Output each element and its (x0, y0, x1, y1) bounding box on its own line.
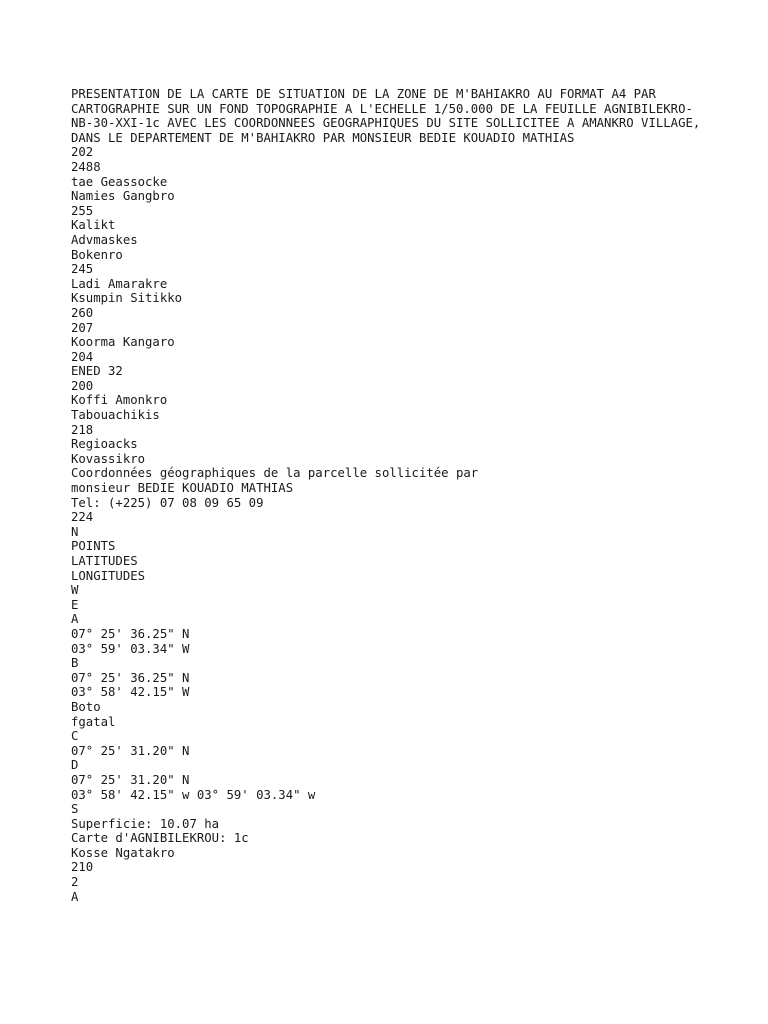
text-line: fgatal (71, 714, 116, 729)
text-line: Kosse Ngatakro (71, 845, 175, 860)
text-line: E (71, 597, 79, 612)
text-line: 2 (71, 875, 79, 890)
text-line: 204 (71, 349, 94, 364)
text-line: Tabouachikis (71, 408, 160, 423)
text-line: 202 (71, 145, 94, 160)
text-line: C (71, 729, 79, 744)
text-line: Bokenro (71, 247, 123, 262)
text-line: Kalikt (71, 218, 116, 233)
text-line: N (71, 524, 79, 539)
text-line: Regioacks (71, 437, 138, 452)
text-line: Kovassikro (71, 451, 146, 466)
text-line: Superficie: 10.07 ha (71, 816, 220, 831)
text-line: tae Geassocke (71, 174, 168, 189)
text-line: POINTS (71, 539, 116, 554)
text-line: 03° 59' 03.34" W (71, 641, 190, 656)
text-line: A (71, 612, 79, 627)
text-line: Tel: (+225) 07 08 09 65 09 (71, 495, 264, 510)
text-line: 2488 (71, 159, 101, 174)
text-line: Ksumpin Sitikko (71, 291, 183, 306)
text-line: 207 (71, 320, 94, 335)
text-line: Koffi Amonkro (71, 393, 168, 408)
text-line: Namies Gangbro (71, 189, 175, 204)
document-lines (71, 145, 701, 904)
text-line: 200 (71, 378, 94, 393)
text-line: B (71, 656, 79, 671)
text-line: Koorma Kangaro (71, 335, 175, 350)
text-line: ENED 32 (71, 364, 123, 379)
text-line: 03° 58' 42.15" W (71, 685, 190, 700)
text-line: Carte d'AGNIBILEKROU: 1c (71, 831, 249, 846)
text-line: A (71, 889, 79, 904)
text-line: 07° 25' 31.20" N (71, 772, 190, 787)
text-line: LATITUDES (71, 554, 138, 568)
text-line: 210 (71, 860, 94, 875)
text-line: 03° 58' 42.15" w 03° 59' 03.34" w (71, 787, 316, 802)
text-line: Ladi Amarakre (71, 276, 168, 291)
text-line: S (71, 802, 79, 817)
text-line: 07° 25' 31.20" N (71, 743, 190, 758)
document-title: PRESENTATION DE LA CARTE DE SITUATION DE LA ZONE DE M'BAHIAKRO AU FORMAT A4 PAR CARTOGRAPHIE SUR UN FOND TOPOGRAPHIE A L'ECHELLE 1/50.000 DE LA FEUILLE AGNIBILEKRO-NB-30-XXI-1c AVEC LES COORDONNEES GEOGRAPHIQUES DU SITE SOLLICITEE A AMANKRO VILLAGE, DANS LE DEPARTEMENT DE M'BAHIAKRO PAR MONSIEUR BEDIE KOUADIO MATHIAS (71, 87, 701, 145)
text-line: 07° 25' 36.25" N (71, 626, 190, 641)
text-line: W (71, 583, 79, 598)
text-line: Advmaskes (71, 232, 138, 247)
text-line: D (71, 758, 79, 773)
text-line: 218 (71, 422, 94, 437)
text-line: monsieur BEDIE KOUADIO MATHIAS (71, 481, 294, 496)
text-line: Boto (71, 699, 101, 714)
text-line: 260 (71, 305, 94, 320)
document-page (71, 87, 701, 904)
text-line: 245 (71, 262, 94, 277)
text-line: 07° 25' 36.25" N (71, 670, 190, 685)
text-line: LONGITUDES (71, 568, 146, 583)
text-line: 224 (71, 510, 94, 525)
text-line: 255 (71, 203, 94, 218)
text-line: Coordonnées géographiques de la parcelle sollicitée par (71, 466, 479, 481)
